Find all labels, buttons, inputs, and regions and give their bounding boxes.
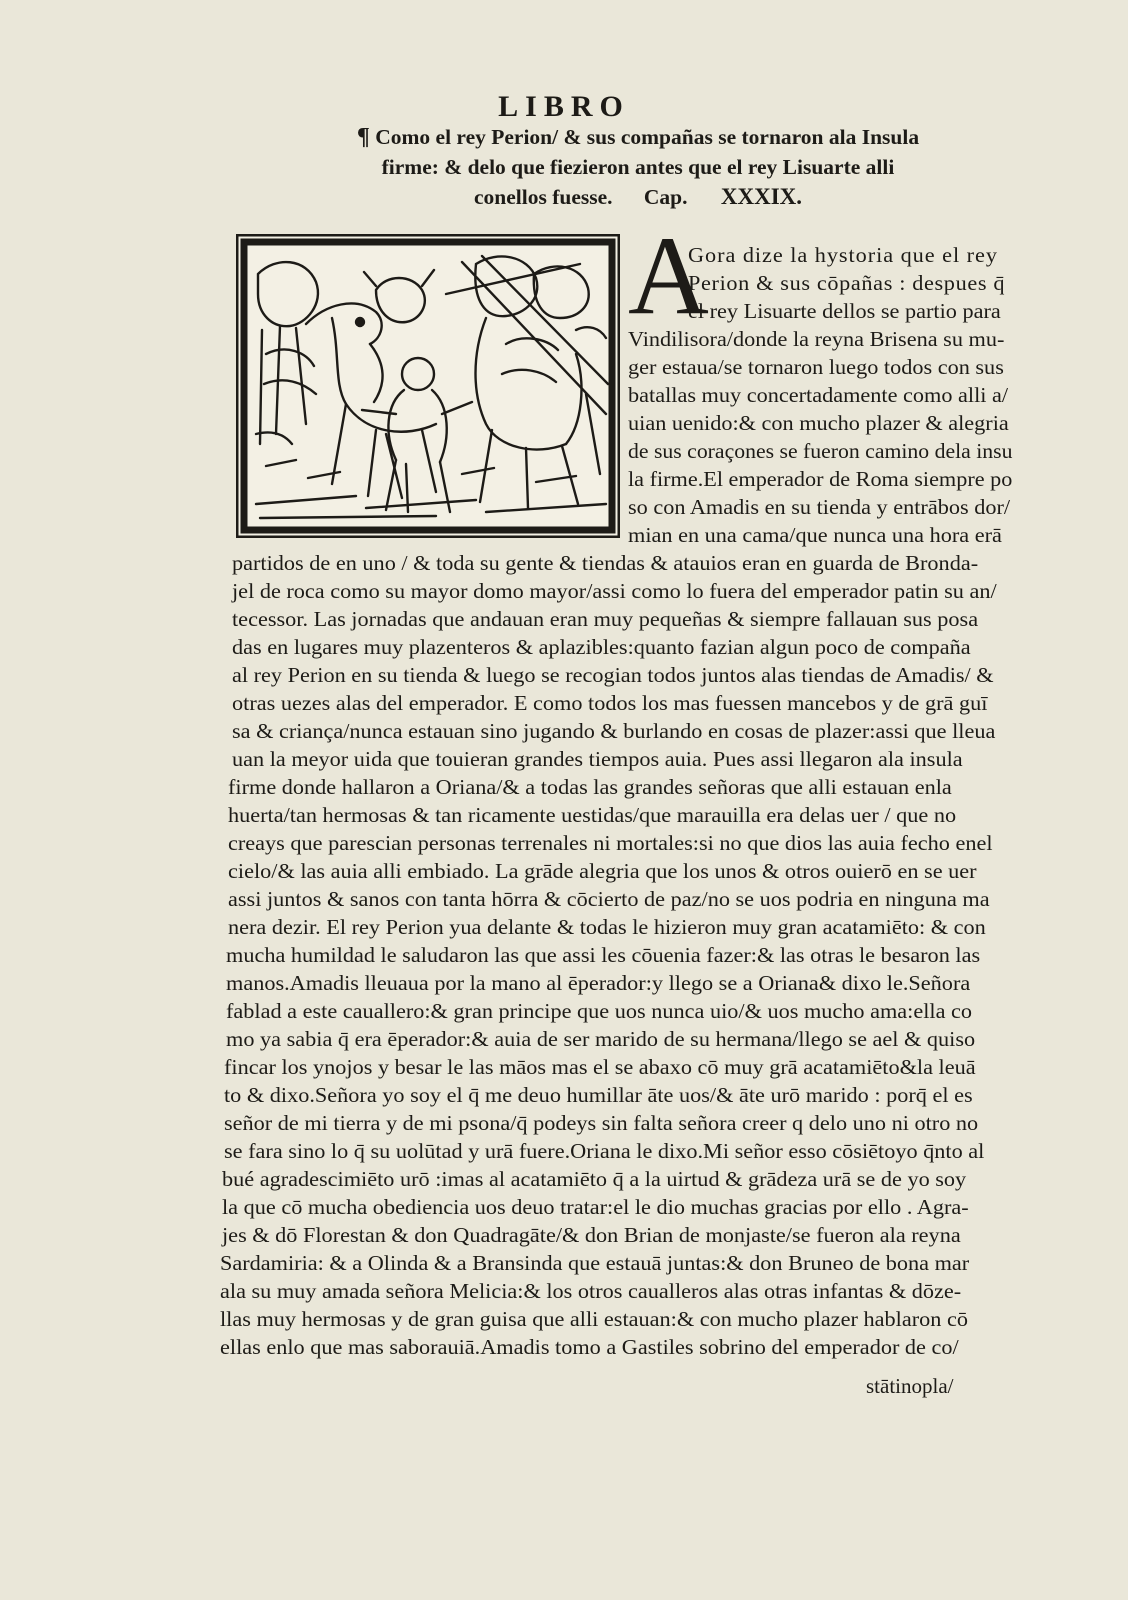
text-line: creays que parescian personas terrenales ni mortales:si no que dios las auia fecho enel (228, 831, 993, 855)
text-line: señor de mi tierra y de mi psona/q̄ podeys sin falta señora creer q delo uno ni otro no (224, 1111, 979, 1135)
chapter-heading (338, 122, 938, 212)
text-line: assi juntos & sanos con tanta hōrra & cōcierto de paz/no se uos podria en ninguna ma (228, 887, 990, 911)
text-line: nera dezir. El rey Perion yua delante & todas le hizieron muy gran acatamiēto: & con (228, 915, 986, 939)
text-line: llas muy hermosas y de gran guisa que alli estauan:& con mucho plazer hablaron cō (220, 1307, 968, 1331)
text-line: al rey Perion en su tienda & luego se recogian todos juntos alas tiendas de Amadis/ & (232, 663, 994, 687)
chapter-heading-text-3: conellos fuesse. (473, 185, 613, 209)
text-line: Gora dize la hystoria que el rey (688, 243, 998, 267)
text-line: partidos de en uno / & toda su gente & tiendas & atauios eran en guarda de Bronda- (232, 551, 979, 575)
text-line: so con Amadis en su tienda y entrābos dor/ (628, 495, 1011, 519)
text-line: manos.Amadis lleuaua por la mano al ēperador:y llego se a Oriana& dixo le.Señora (226, 971, 971, 995)
text-line: uian uenido:& con mucho plazer & alegria (628, 411, 1009, 435)
pilcrow-mark: ¶ (356, 124, 370, 150)
text-line: jes & dō Florestan & don Quadragāte/& don Brian de monjaste/se fueron ala reyna (222, 1223, 961, 1247)
text-line: tecessor. Las jornadas que andauan eran muy pequeñas & siempre fallauan sus posa (232, 607, 979, 631)
text-line: se fara sino lo q̄ su uolūtad y urā fuere.Oriana le dixo.Mi señor esso cōsiētoyo q̄nto al (224, 1139, 985, 1163)
text-line: to & dixo.Señora yo soy el q̄ me deuo humillar āte uos/& āte urō marido : porq̄ el es (224, 1083, 973, 1107)
text-line: uan la meyor uida que touieran grandes tiempos auia. Pues assi llegaron ala insula (232, 747, 963, 771)
text-line: ger estaua/se tornaron luego todos con sus (628, 355, 1004, 379)
text-line: fablad a este cauallero:& gran principe que uos nunca uio/& uos mucho ama:ella co (226, 999, 973, 1023)
text-line: sa & criança/nunca estauan sino jugando & burlando en cosas de plazer:assi que lleua (232, 719, 996, 743)
text-line: cielo/& las auia alli embiado. La grāde alegria que los unos & otros ouierō en se uer (228, 859, 977, 883)
catchword: stātinopla/ (866, 1374, 954, 1398)
text-line: das en lugares muy plazenteros & aplazibles:quanto fazian algun poco de compaña (232, 635, 971, 659)
text-line: Sardamiria: & a Olinda & a Bransinda que estauā juntas:& don Bruneo de bona mar (220, 1251, 970, 1275)
text-line: otras uezes alas del emperador. E como todos los mas fuessen mancebos y de grā guī (232, 691, 988, 715)
text-line: batallas muy concertadamente como alli a/ (628, 383, 1009, 407)
text-line: ellas enlo que mas saborauiā.Amadis tomo a Gastiles sobrino del emperador de co/ (220, 1335, 959, 1359)
text-line: ala su muy amada señora Melicia:& los otros caualleros alas otras infantas & dōze- (220, 1279, 962, 1303)
chapter-number: XXXIX. (720, 184, 803, 209)
text-line: jel de roca como su mayor domo mayor/assi como lo fuera del emperador patin su an/ (232, 579, 997, 603)
chapter-heading-line-3 (338, 182, 938, 212)
text-line: huerta/tan hermosas & tan ricamente uestidas/que marauilla era delas uer / que no (228, 803, 957, 827)
drop-capital: A (628, 214, 709, 338)
text-line: fincar los ynojos y besar le las māos mas el se abaxo cō muy grā acatamiēto&la leuā (224, 1055, 976, 1079)
text-line: mian en una cama/que nunca una hora erā (628, 523, 1002, 547)
chapter-heading-line-1 (338, 122, 938, 152)
chapter-cap-label: Cap. (643, 185, 688, 209)
text-line: la que cō mucha obediencia uos deuo tratar:el le dio muchas gracias por ello . Agra- (222, 1195, 969, 1219)
running-head: LIBRO (498, 90, 630, 123)
text-line: Perion & sus cōpañas : despues q̄ (688, 271, 1006, 295)
text-line: el rey Lisuarte dellos se partio para (688, 299, 1001, 323)
text-line: mo ya sabia q̄ era ēperador:& auia de ser marido de su hermana/llego se ael & quiso (226, 1027, 976, 1051)
text-line: de sus coraçones se fueron camino dela insu (628, 439, 1013, 463)
text-line: bué agradescimiēto urō :imas al acatamiēto q̄ a la uirtud & grādeza urā se de yo soy (222, 1167, 967, 1191)
text-line: firme donde hallaron a Oriana/& a todas las grandes señoras que alli estauan enla (228, 775, 952, 799)
woodcut-illustration (236, 234, 620, 538)
chapter-heading-text-1: Como el rey Perion/ & sus compañas se tornaron ala Insula (375, 125, 920, 149)
text-line: Vindilisora/donde la reyna Brisena su mu- (628, 327, 1005, 351)
text-line: la firme.El emperador de Roma siempre po (628, 467, 1013, 491)
chapter-heading-line-2: firme: & delo que fiezieron antes que el rey Lisuarte alli (381, 155, 895, 179)
text-line: mucha humildad le saludaron las que assi les cōuenia fazer:& las otras le besaron las (226, 943, 981, 967)
